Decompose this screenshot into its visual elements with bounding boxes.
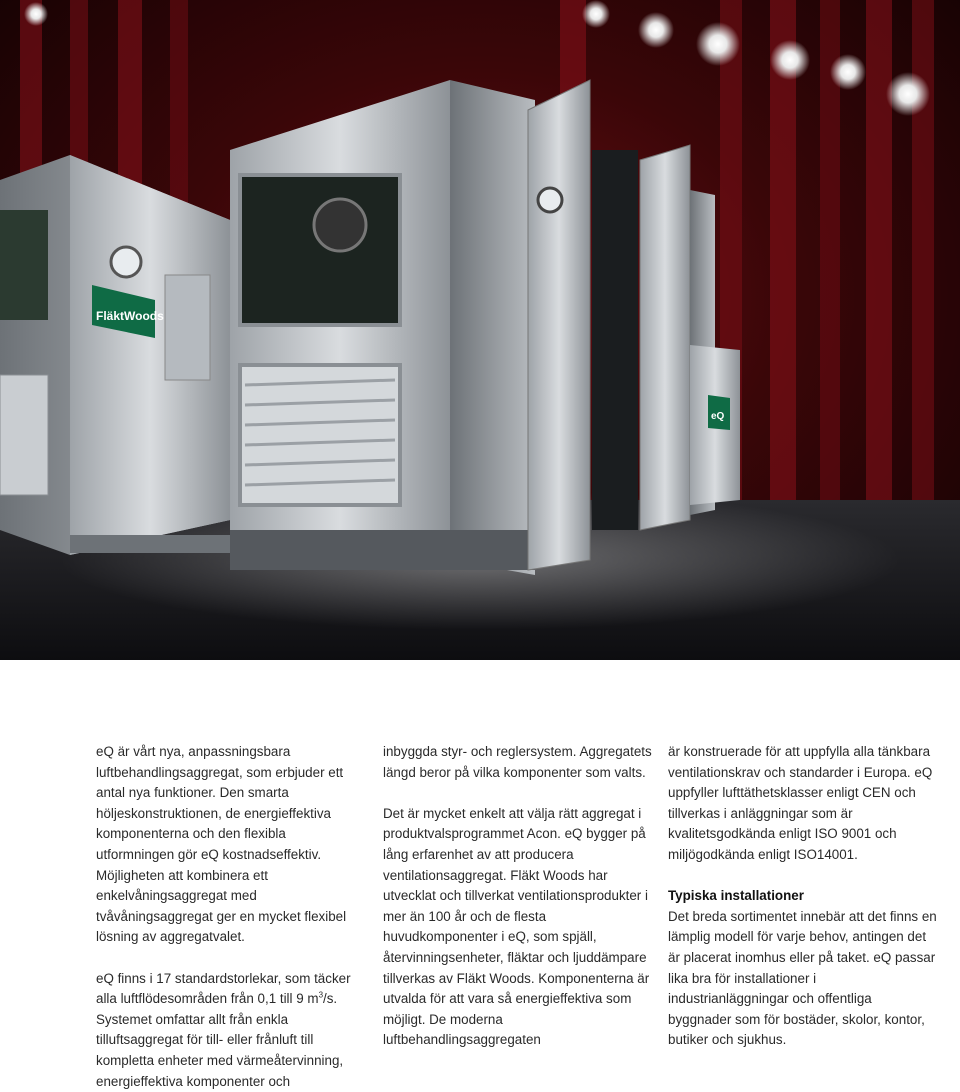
- section-heading: Typiska installationer: [668, 888, 804, 904]
- paragraph: Det breda sortimentet innebär att det finns en lämplig modell för varje behov, antingen det är placerat inomhus eller på taket. eQ passar lika bra för installationer i industrianläggningar och offentliga byggnader som för bostäder, skolor, kontor, butiker och sjukhus.: [668, 908, 937, 1048]
- paragraph: Det är mycket enkelt att välja rätt aggregat i produktvalsprogrammet Acon. eQ bygger på lång erfarenhet av att producera ventilationsaggregat. Fläkt Woods har utvecklat och tillverkat ventilationsprodukter i mer än 100 år och de flesta huvudkomponenter i eQ, som spjäll, återvinningsenheter, fläktar och ljuddämpare tillverkas av Fläkt Woods. Komponenterna är utvalda för att vara så energieffektiva som möjligt. De moderna luftbehandlingsaggregaten: [383, 805, 650, 1048]
- text-column-1: [96, 742, 366, 1092]
- left-ventilation-unit: [0, 155, 230, 555]
- text-column-3: [668, 742, 938, 1051]
- paragraph: eQ finns i 17 standardstorlekar, som täcker alla luftflödesområden från 0,1 till 9 $m^3/s$. Systemet omfattar allt från enkla tilluftsaggregat för till- eller frånluft till kompletta enheter med värmeåtervinning, energieffektiva komponenter och: [96, 970, 351, 1089]
- brand-logo: FläktWoods: [96, 309, 164, 323]
- paragraph: eQ är vårt nya, anpassningsbara luftbehandlingsaggregat, som erbjuder ett antal nya funktioner. Den smarta höljeskonstruktionen, de energieffektiva komponenterna och den flexibla utformningen gör eQ kostnadseffektiv. Möjligheten att kombinera ett enkelvåningsaggregat med tvåvåningsaggregat ger en mycket flexibel lösning av aggregatvalet.: [96, 744, 347, 945]
- paragraph: inbyggda styr- och reglersystem. Aggregatets längd beror på vilka komponenter som valts.: [383, 744, 652, 780]
- text-column-2: [383, 742, 653, 1051]
- paragraph: är konstruerade för att uppfylla alla tänkbara ventilationskrav och standarder i Europa. eQ uppfyller lufttäthetsklasser enligt CEN och tillverkas i anläggningar som är kvalitetsgodkända enligt ISO 9001 och miljögodkända enligt ISO14001.: [668, 744, 933, 862]
- center-ventilation-unit: [230, 80, 690, 575]
- unit-badge: eQ: [711, 411, 725, 422]
